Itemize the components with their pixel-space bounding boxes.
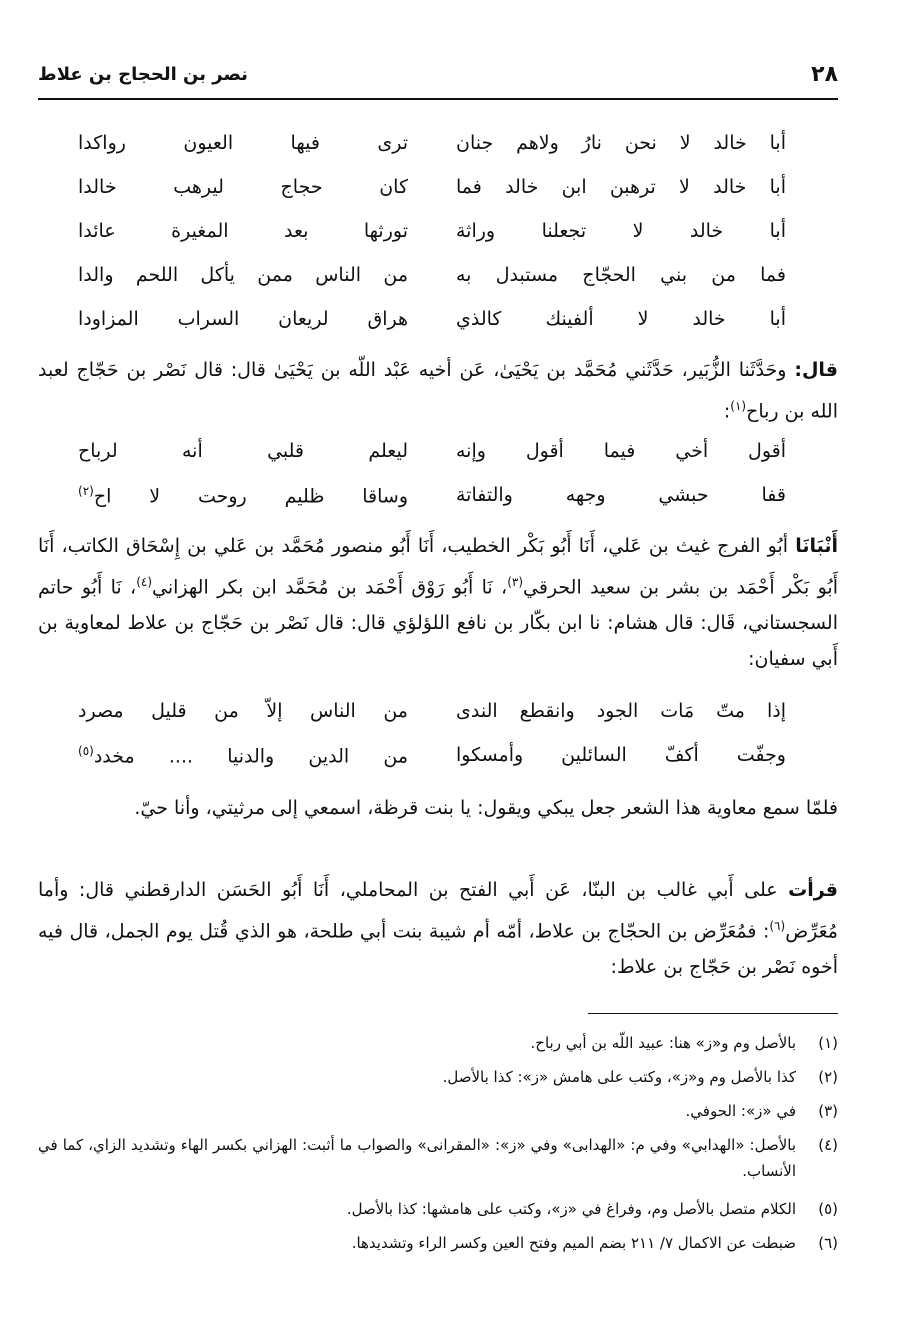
footnote-number: (٥) [818, 1200, 838, 1218]
verse-line [78, 700, 786, 740]
verse-second-hemistich: ليعلم قلبي أنه لرباح [78, 440, 408, 462]
footnote [38, 1098, 838, 1124]
footnote-text: بالأصل: «الهدابي» وفي م: «الهدابى» وفي «ز»: «المقرانى» والصواب ما أثبت: الهزاني بكسر الهاء وتشديد الزاي، كما في الأنساب. [38, 1136, 796, 1180]
verse-second-hemistich: هراق لريعان السراب المزاودا [78, 308, 408, 330]
footnote [38, 1230, 838, 1256]
verse-line [78, 484, 786, 524]
paragraph-end: : [723, 400, 731, 423]
paragraph-text: أبُو الفرج غيث بن عَلي، أَنَا أَبُو بَكْر الخطيب، أَنَا أَبُو منصور مُحَمَّد بن عَلي بن إِسْحَاق الكاتب، أَنَا أَبُو بَكْر أَحْمَد بن بشر بن سعيد الحرقي [38, 535, 838, 599]
footnote-text: الكلام متصل بالأصل وم، وفراغ في «ز»، وكتب على هامشها: كذا بالأصل. [346, 1200, 796, 1218]
verse-second-hemistich: كان حجاج ليرهب خالدا [78, 176, 408, 198]
footnote [38, 1064, 838, 1090]
verse-line [78, 176, 786, 216]
verse-first-hemistich: أبا خالد لا تجعلنا وراثة [456, 220, 786, 242]
footnote-ref: (٤) [136, 575, 153, 589]
footnote-ref: (٥) [78, 744, 94, 758]
footnote-ref: (٦) [769, 919, 786, 933]
verse-second-hemistich: من الناس إلاّ من قليل مصرد [78, 700, 408, 722]
verse-line [78, 132, 786, 172]
verse-first-hemistich: قفا حبشي وجهه والتفاتة [456, 484, 786, 506]
verse-second-hemistich [78, 484, 408, 507]
paragraph-lead: قرأت [788, 879, 838, 901]
paragraph-text: ، نَا أَبُو رَوْق أَحْمَد بن مُحَمَّد ابن بكر الهزاني [152, 576, 508, 599]
footnote [38, 1196, 838, 1222]
paragraph-reading [38, 872, 838, 985]
hemistich-text: من الدين والدنيا .... مخدد [93, 745, 408, 768]
footnote-ref: (٢) [78, 484, 94, 498]
paragraph-lead: أَنْبَانَا [795, 535, 838, 557]
verse-line [78, 440, 786, 480]
verse-second-hemistich: تورثها بعد المغيرة عائدا [78, 220, 408, 242]
footnote-number: (١) [818, 1034, 838, 1052]
verse-line [78, 744, 786, 784]
hemistich-text: وساقا ظليم روحت لا اح [93, 485, 408, 508]
footnote-number: (٢) [818, 1068, 838, 1086]
verse-line [78, 264, 786, 304]
verse-second-hemistich: ترى فيها العيون رواكدا [78, 132, 408, 154]
verse-line [78, 220, 786, 260]
footnote-text: كذا بالأصل وم و«ز»، وكتب على هامش «ز»: كذا بالأصل. [442, 1068, 796, 1086]
verse-second-hemistich [78, 744, 408, 767]
footnote [38, 1030, 838, 1056]
page-header [38, 58, 838, 100]
page-number: ٢٨ [811, 62, 838, 87]
paragraph-text: : فمُعَرِّض بن الحجّاج بن علاط، أمّه أم شيبة بنت أبي طلحة، هو الذي قُتل يوم الجمل، قال فيه أخوه نَصْر بن حَجّاج بن علاط: [38, 920, 838, 979]
footnote [38, 1132, 838, 1184]
verse-first-hemistich: أبا خالد لا نحن نارُ ولاهم جنان [456, 132, 786, 154]
paragraph-isnad [38, 528, 838, 677]
paragraph-text: على أَبي غالب بن البنّا، عَن أَبي الفتح بن المحاملي، أَنَا أَبُو الحَسَن الدارقطني قال: وأما مُعَرِّض [38, 879, 838, 943]
paragraph-narration [38, 352, 838, 429]
footnote-ref: (١) [730, 399, 747, 413]
footnote-text: بالأصل وم و«ز» هنا: عبيد اللّه بن أبي رباح. [530, 1034, 796, 1052]
verse-second-hemistich: من الناس ممن يأكل اللحم والدا [78, 264, 408, 286]
verse-first-hemistich: أقول أخي فيما أقول وإنه [456, 440, 786, 462]
verse-first-hemistich: أبا خالد لا ألفينك كالذي [456, 308, 786, 330]
verse-first-hemistich: وجفّت أكفّ السائلين وأمسكوا [456, 744, 786, 766]
paragraph-text: فلمّا سمع معاوية هذا الشعر جعل يبكي ويقول: يا بنت قرظة، اسمعي إلى مرثيتي، وأنا حيّ. [134, 797, 838, 819]
footnote-ref: (٣) [507, 575, 524, 589]
paragraph-text: ، نَا أَبُو حاتم السجستاني، قَال: قال هشام: نا ابن بكّار بن نافع اللؤلؤي قال: قال نَصْر بن حَجّاج بن علاط لمعاوية بن أَبي سفيان: [38, 576, 838, 671]
footnote-text: في «ز»: الحوفي. [685, 1102, 796, 1120]
footnote-separator [588, 1013, 838, 1014]
running-title: نصر بن الحجاج بن علاط [38, 64, 248, 85]
paragraph-lead: قال: [794, 359, 839, 381]
verse-first-hemistich: فما من بني الحجّاج مستبدل به [456, 264, 786, 286]
footnote-number: (٤) [818, 1136, 838, 1154]
paragraph-narration [38, 790, 838, 826]
footnote-text: ضبطت عن الاكمال ٧/ ٢١١ بضم الميم وفتح العين وكسر الراء وتشديدها. [351, 1234, 796, 1252]
paragraph-text: وحَدَّثَنا الزُّبَير، حَدَّثَني مُحَمَّد بن يَحْيَىٰ، عَن أخيه عَبْد اللّه بن يَحْيَىٰ قال: قال نَصْر بن حَجّاج لعبد الله بن رباح [38, 359, 838, 423]
footnote-number: (٦) [818, 1234, 838, 1252]
verse-first-hemistich: أبا خالد لا ترهبن ابن خالد فما [456, 176, 786, 198]
verse-line [78, 308, 786, 348]
verse-first-hemistich: إذا متّ مَات الجود وانقطع الندى [456, 700, 786, 722]
footnote-number: (٣) [818, 1102, 838, 1120]
